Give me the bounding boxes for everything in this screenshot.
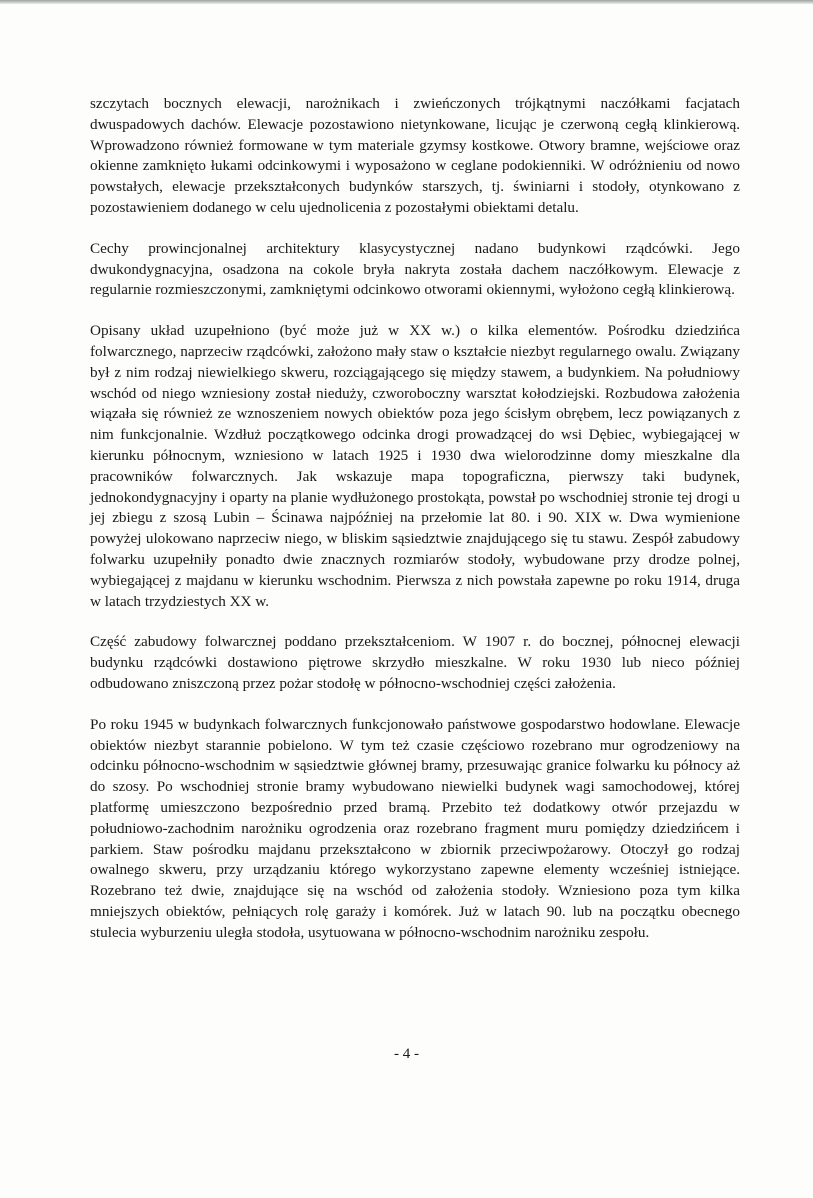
body-text [90,94,740,963]
paragraph: szczytach bocznych elewacji, narożnikach i zwieńczonych trójkątnymi naczółkami facjatach dwuspadowych dachów. Elewacje pozostawiono nietynkowane, licując je czerwoną cegłą klinkierową. Wprowadzono również formowane w tym materiale gzymsy kostkowe. Otwory bramne, wejściowe oraz okienne zamknięto łukami odcinkowymi i wyposażono w ceglane podokienniki. W odróżnieniu od nowo powstałych, elewacje przekształconych budynków starszych, tj. świniarni i stodoły, otynkowano z pozostawieniem dodanego w celu ujednolicenia z pozostałymi obiektami detalu. [90,95,740,216]
page-number: - 4 - [394,1046,419,1062]
scan-top-edge [0,0,813,4]
paragraph: Po roku 1945 w budynkach folwarcznych funkcjonowało państwowe gospodarstwo hodowlane. Elewacje obiektów niezbyt starannie pobielono. W tym też czasie częściowo rozebrano mur ogrodzeniowy na odcinku północno-wschodnim w sąsiedztwie głównej bramy, przesuwając granice folwarku ku północy aż do szosy. Po wschodniej stronie bramy wybudowano niewielki budynek wagi samochodowej, której platformę umieszczono bezpośrednio przed bramą. Przebito też dodatkowy otwór przejazdu w południowo-zachodnim narożniku ogrodzenia oraz rozebrano fragment muru pomiędzy dziedzińcem i parkiem. Staw pośrodku majdanu przekształcono w zbiornik przeciwpożarowy. Otoczył go rodzaj owalnego skweru, przy urządzaniu którego wykorzystano zapewne elementy wcześniej istniejące. Rozebrano też dwie, znajdujące się na wschód od założenia stodoły. Wzniesiono poza tym kilka mniejszych obiektów, pełniących rolę garaży i komórek. Już w latach 90. lub na początku obecnego stulecia wyburzeniu uległa stodoła, usytuowana w północno-wschodnim narożniku zespołu. [90,715,740,941]
paragraph: Część zabudowy folwarcznej poddano przekształceniom. W 1907 r. do bocznej, północnej elewacji budynku rządcówki dostawiono piętrowe skrzydło mieszkalne. W roku 1930 lub nieco później odbudowano zniszczoną przez pożar stodołę w północno-wschodniej części założenia. [90,633,740,692]
paragraph: Cechy prowincjonalnej architektury klasycystycznej nadano budynkowi rządcówki. Jego dwukondygnacyjna, osadzona na cokole bryła nakryta została dachem naczółkowym. Elewacje z regularnie rozmieszczonymi, zamkniętymi odcinkowo otworami okiennymi, wyłożono cegłą klinkierową. [90,239,740,299]
paragraph: Opisany układ uzupełniono (być może już w XX w.) o kilka elementów. Pośrodku dziedzińca folwarcznego, naprzeciw rządcówki, założono mały staw o kształcie niezbyt regularnego owalu. Związany był z nim rodzaj niewielkiego skweru, rozciągającego się między stawem, a budynkiem. Na południowy wschód od niego wzniesiony został nieduży, czworoboczny warsztat kołodziejski. Rozbudowa założenia wiązała się również ze wznoszeniem nowych obiektów poza jego ścisłym obrębem, lecz powiązanych z nim funkcjonalnie. Wzdłuż początkowego odcinka drogi prowadzącej do wsi Dębiec, wybiegającej w kierunku północnym, wzniesiono w latach 1925 i 1930 dwa wielorodzinne domy mieszkalne dla pracowników folwarcznych. Jak wskazuje mapa topograficzna, pierwszy taki budynek, jednokondygnacyjny i oparty na planie wydłużonego prostokąta, powstał po wschodniej stronie tej drogi u jej zbiegu z szosą Lubin – Ścinawa najpóźniej na przełomie lat 80. i 90. XIX w. Dwa wymienione powyżej ulokowano naprzeciw niego, w bliskim sąsiedztwie znajdującego się tu stawu. Zespół zabudowy folwarku uzupełniły ponadto dwie znacznych rozmiarów stodoły, wybudowane przy drodze polnej, wybiegającej z majdanu w kierunku wschodnim. Pierwsza z nich powstała zapewne po roku 1914, druga w latach trzydziestych XX w. [90,322,740,610]
